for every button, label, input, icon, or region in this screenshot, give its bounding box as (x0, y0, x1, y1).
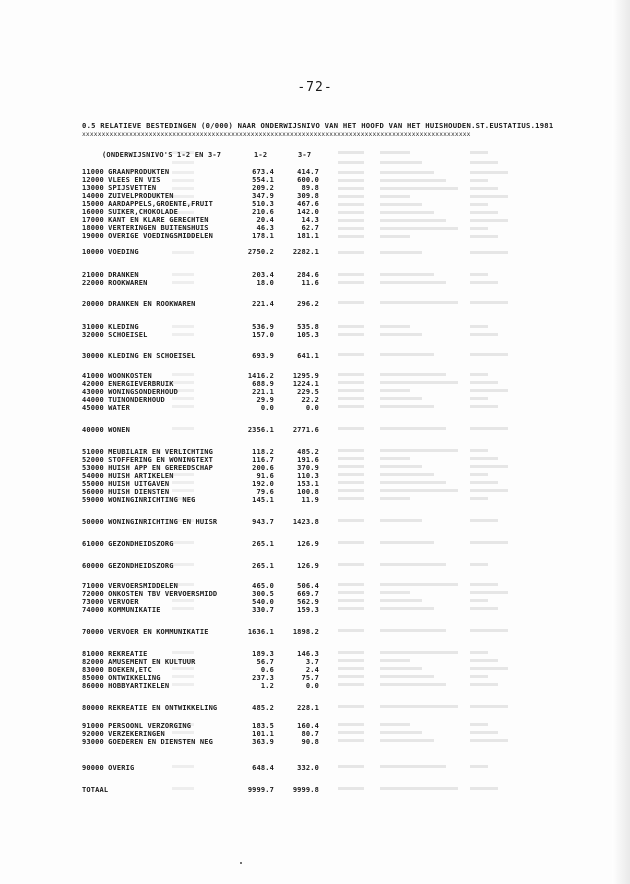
table-row (0, 786, 630, 794)
row-label: 15000 AARDAPPELS,GROENTE,FRUIT (82, 200, 213, 208)
value-col-1-2: 189.3 (252, 650, 274, 658)
table-row (0, 331, 630, 339)
row-label: 13000 SPIJSVETTEN (82, 184, 157, 192)
value-col-3-7: 229.5 (297, 388, 319, 396)
table-row (0, 582, 630, 590)
table-row (0, 232, 630, 240)
value-col-3-7: 0.0 (305, 682, 319, 690)
row-label: 43000 WONINGSONDERHOUD (82, 388, 179, 396)
header-col-3-7: 3-7 (298, 151, 312, 159)
page-edge-shadow (612, 0, 630, 884)
table-row (0, 704, 630, 712)
value-col-1-2: 673.4 (252, 168, 274, 176)
row-label: 18000 VERTERINGEN BUITENSHUIS (82, 224, 209, 232)
table-row (0, 472, 630, 480)
value-col-3-7: 126.9 (297, 562, 319, 570)
table-row (0, 279, 630, 287)
value-col-3-7: 100.8 (297, 488, 319, 496)
table-row (0, 464, 630, 472)
row-label: 82000 AMUSEMENT EN KULTUUR (82, 658, 196, 666)
value-col-3-7: 14.3 (301, 216, 319, 224)
row-label: 30000 KLEDING EN SCHOEISEL (82, 352, 196, 360)
table-row (0, 730, 630, 738)
page-number: -72- (297, 80, 333, 95)
table-row (0, 562, 630, 570)
value-col-3-7: 485.2 (297, 448, 319, 456)
table-row (0, 682, 630, 690)
value-col-1-2: 536.9 (252, 323, 274, 331)
value-col-3-7: 11.6 (301, 279, 319, 287)
show-through-mark (380, 161, 422, 164)
table-row (0, 666, 630, 674)
show-through-mark (470, 151, 488, 154)
row-label: 20000 DRANKEN EN ROOKWAREN (82, 300, 196, 308)
table-row (0, 388, 630, 396)
value-col-3-7: 146.3 (297, 650, 319, 658)
row-label: TOTAAL (82, 786, 109, 794)
table-row (0, 200, 630, 208)
row-label: 52000 STOFFERING EN WONINGTEXT (82, 456, 213, 464)
row-label: 12000 VLEES EN VIS (82, 176, 161, 184)
table-row (0, 738, 630, 746)
row-label: 55000 HUISH UITGAVEN (82, 480, 170, 488)
value-col-1-2: 648.4 (252, 764, 274, 772)
value-col-3-7: 1295.9 (292, 372, 319, 380)
value-col-3-7: 62.7 (301, 224, 319, 232)
value-col-3-7: 110.3 (297, 472, 319, 480)
table-row (0, 300, 630, 308)
row-label: 70000 VERVOER EN KOMMUNIKATIE (82, 628, 209, 636)
value-col-1-2: 200.6 (252, 464, 274, 472)
row-label: 14000 ZUIVELPRODUKTEN (82, 192, 174, 200)
value-col-3-7: 3.7 (305, 658, 319, 666)
value-col-1-2: 2356.1 (247, 426, 274, 434)
table-row (0, 224, 630, 232)
value-col-1-2: 221.1 (252, 388, 274, 396)
value-col-3-7: 562.9 (297, 598, 319, 606)
table-row (0, 480, 630, 488)
value-col-1-2: 209.2 (252, 184, 274, 192)
table-row (0, 323, 630, 331)
table-row (0, 722, 630, 730)
value-col-3-7: 11.9 (301, 496, 319, 504)
value-col-3-7: 1423.8 (292, 518, 319, 526)
value-col-3-7: 191.6 (297, 456, 319, 464)
value-col-3-7: 2771.6 (292, 426, 319, 434)
table-row (0, 674, 630, 682)
value-col-1-2: 0.6 (260, 666, 274, 674)
value-col-3-7: 309.8 (297, 192, 319, 200)
value-col-3-7: 181.1 (297, 232, 319, 240)
show-through-mark (470, 161, 498, 164)
table-row (0, 184, 630, 192)
value-col-1-2: 330.7 (252, 606, 274, 614)
value-col-3-7: 0.0 (305, 404, 319, 412)
value-col-3-7: 1898.2 (292, 628, 319, 636)
row-label: 60000 GEZONDHEIDSZORG (82, 562, 174, 570)
value-col-1-2: 116.7 (252, 456, 274, 464)
value-col-1-2: 943.7 (252, 518, 274, 526)
table-row (0, 404, 630, 412)
table-row (0, 598, 630, 606)
row-label: 10000 VOEDING (82, 248, 139, 256)
value-col-3-7: 600.0 (297, 176, 319, 184)
value-col-3-7: 535.8 (297, 323, 319, 331)
row-label: 45000 WATER (82, 404, 131, 412)
value-col-1-2: 540.0 (252, 598, 274, 606)
value-col-1-2: 1416.2 (247, 372, 274, 380)
title-underline-rule: xxxxxxxxxxxxxxxxxxxxxxxxxxxxxxxxxxxxxxxxxxxxxxxxxxxxxxxxxxxxxxxxxxxxxxxxxxxxxxxxxxxxxxxxxxxxxxxxxxx (82, 131, 471, 138)
row-label: 92000 VERZEKERINGEN (82, 730, 165, 738)
table-title: 0.5 RELATIEVE BESTEDINGEN (0/000) NAAR ONDERWIJSNIVO VAN HET HOOFD VAN HET HUISHOUDEN.ST.EUSTATIUS.1981 (82, 121, 554, 130)
table-row (0, 456, 630, 464)
value-col-3-7: 22.2 (301, 396, 319, 404)
value-col-3-7: 641.1 (297, 352, 319, 360)
table-row (0, 496, 630, 504)
table-row (0, 216, 630, 224)
value-col-1-2: 56.7 (256, 658, 274, 666)
row-label: 85000 ONTWIKKELING (82, 674, 161, 682)
value-col-1-2: 693.9 (252, 352, 274, 360)
value-col-1-2: 347.9 (252, 192, 274, 200)
row-label: 59000 WONINGINRICHTING NEG (82, 496, 196, 504)
table-row (0, 658, 630, 666)
value-col-1-2: 192.0 (252, 480, 274, 488)
row-label: 90000 OVERIG (82, 764, 135, 772)
value-col-3-7: 506.4 (297, 582, 319, 590)
table-row (0, 372, 630, 380)
value-col-1-2: 300.5 (252, 590, 274, 598)
value-col-1-2: 485.2 (252, 704, 274, 712)
table-row (0, 248, 630, 256)
value-col-1-2: 145.1 (252, 496, 274, 504)
row-label: 41000 WOONKOSTEN (82, 372, 152, 380)
value-col-1-2: 363.9 (252, 738, 274, 746)
row-label: 11000 GRAANPRODUKTEN (82, 168, 170, 176)
show-through-mark (172, 161, 194, 164)
row-label: 31000 KLEDING (82, 323, 139, 331)
table-row (0, 271, 630, 279)
table-row (0, 448, 630, 456)
value-col-1-2: 1.2 (260, 682, 274, 690)
row-label: 19000 OVERIGE VOEDINGSMIDDELEN (82, 232, 213, 240)
value-col-1-2: 203.4 (252, 271, 274, 279)
table-row (0, 192, 630, 200)
value-col-1-2: 46.3 (256, 224, 274, 232)
value-col-3-7: 228.1 (297, 704, 319, 712)
table-row (0, 628, 630, 636)
value-col-1-2: 510.3 (252, 200, 274, 208)
value-col-3-7: 126.9 (297, 540, 319, 548)
value-col-1-2: 18.0 (256, 279, 274, 287)
row-label: 42000 ENERGIEVERBRUIK (82, 380, 174, 388)
row-label: 51000 MEUBILAIR EN VERLICHTING (82, 448, 213, 456)
row-label: 81000 REKREATIE (82, 650, 148, 658)
table-row (0, 764, 630, 772)
table-row (0, 540, 630, 548)
value-col-1-2: 101.1 (252, 730, 274, 738)
value-col-3-7: 160.4 (297, 722, 319, 730)
value-col-3-7: 159.3 (297, 606, 319, 614)
value-col-3-7: 105.3 (297, 331, 319, 339)
table-row (0, 380, 630, 388)
value-col-1-2: 79.6 (256, 488, 274, 496)
row-label: 93000 GOEDEREN EN DIENSTEN NEG (82, 738, 213, 746)
value-col-3-7: 370.9 (297, 464, 319, 472)
value-col-3-7: 89.8 (301, 184, 319, 192)
show-through-mark (380, 151, 410, 154)
value-col-1-2: 118.2 (252, 448, 274, 456)
table-row (0, 606, 630, 614)
row-label: 17000 KANT EN KLARE GERECHTEN (82, 216, 209, 224)
value-col-1-2: 554.1 (252, 176, 274, 184)
value-col-1-2: 91.6 (256, 472, 274, 480)
value-col-3-7: 1224.1 (292, 380, 319, 388)
value-col-1-2: 183.5 (252, 722, 274, 730)
row-label: 91000 PERSOONL VERZORGING (82, 722, 192, 730)
row-label: 22000 ROOKWAREN (82, 279, 148, 287)
value-col-1-2: 465.0 (252, 582, 274, 590)
value-col-3-7: 296.2 (297, 300, 319, 308)
row-label: 86000 HOBBYARTIKELEN (82, 682, 170, 690)
row-label: 71000 VERVOERSMIDDELEN (82, 582, 179, 590)
value-col-3-7: 2282.1 (292, 248, 319, 256)
header-education-levels: (ONDERWIJSNIVO'S 1-2 EN 3-7 (102, 151, 222, 159)
value-col-1-2: 210.6 (252, 208, 274, 216)
page-mark-dot (240, 862, 242, 864)
table-row (0, 650, 630, 658)
row-label: 16000 SUIKER,CHOKOLADE (82, 208, 179, 216)
value-col-3-7: 75.7 (301, 674, 319, 682)
row-label: 40000 WONEN (82, 426, 131, 434)
value-col-1-2: 221.4 (252, 300, 274, 308)
value-col-3-7: 153.1 (297, 480, 319, 488)
value-col-3-7: 467.6 (297, 200, 319, 208)
row-label: 53000 HUISH APP EN GEREEDSCHAP (82, 464, 213, 472)
table-row (0, 590, 630, 598)
table-row (0, 352, 630, 360)
value-col-1-2: 237.3 (252, 674, 274, 682)
row-label: 32000 SCHOEISEL (82, 331, 148, 339)
row-label: 54000 HUISH ARTIKELEN (82, 472, 174, 480)
value-col-3-7: 142.0 (297, 208, 319, 216)
value-col-3-7: 284.6 (297, 271, 319, 279)
value-col-1-2: 1636.1 (247, 628, 274, 636)
row-label: 73000 VERVOER (82, 598, 139, 606)
table-row (0, 168, 630, 176)
value-col-3-7: 90.8 (301, 738, 319, 746)
table-row (0, 488, 630, 496)
value-col-3-7: 9999.8 (292, 786, 319, 794)
value-col-1-2: 265.1 (252, 562, 274, 570)
row-label: 83000 BOEKEN,ETC (82, 666, 152, 674)
table-row (0, 426, 630, 434)
value-col-1-2: 178.1 (252, 232, 274, 240)
value-col-3-7: 414.7 (297, 168, 319, 176)
row-label: 50000 WONINGINRICHTING EN HUISR (82, 518, 218, 526)
value-col-1-2: 157.0 (252, 331, 274, 339)
value-col-1-2: 265.1 (252, 540, 274, 548)
header-col-1-2: 1-2 (254, 151, 268, 159)
value-col-3-7: 80.7 (301, 730, 319, 738)
show-through-mark (338, 151, 364, 154)
row-label: 61000 GEZONDHEIDSZORG (82, 540, 174, 548)
value-col-3-7: 332.0 (297, 764, 319, 772)
table-row (0, 176, 630, 184)
value-col-1-2: 9999.7 (247, 786, 274, 794)
value-col-3-7: 2.4 (305, 666, 319, 674)
row-label: 44000 TUINONDERHOUD (82, 396, 165, 404)
row-label: 72000 ONKOSTEN TBV VERVOERSMIDD (82, 590, 218, 598)
value-col-1-2: 2750.2 (247, 248, 274, 256)
row-label: 56000 HUISH DIENSTEN (82, 488, 170, 496)
row-label: 21000 DRANKEN (82, 271, 139, 279)
row-label: 74000 KOMMUNIKATIE (82, 606, 161, 614)
table-row (0, 396, 630, 404)
row-label: 80000 REKREATIE EN ONTWIKKELING (82, 704, 218, 712)
value-col-1-2: 0.0 (260, 404, 274, 412)
value-col-1-2: 688.9 (252, 380, 274, 388)
value-col-1-2: 29.9 (256, 396, 274, 404)
table-row (0, 208, 630, 216)
value-col-1-2: 20.4 (256, 216, 274, 224)
value-col-3-7: 669.7 (297, 590, 319, 598)
show-through-mark (338, 161, 364, 164)
table-row (0, 518, 630, 526)
